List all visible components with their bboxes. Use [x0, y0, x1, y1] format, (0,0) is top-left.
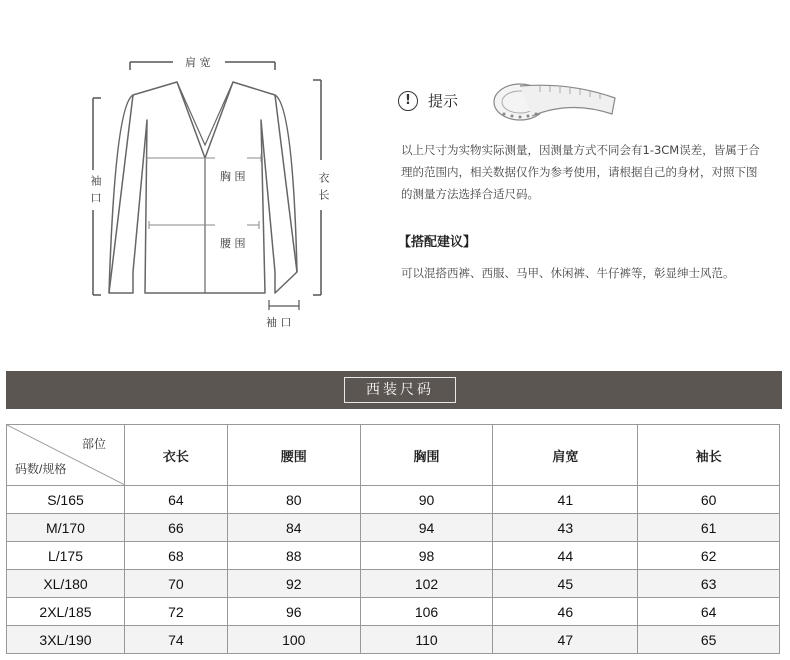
- value-cell: 96: [227, 598, 360, 626]
- value-cell: 90: [360, 486, 493, 514]
- value-cell: 45: [493, 570, 638, 598]
- value-cell: 65: [638, 626, 780, 654]
- value-cell: 46: [493, 598, 638, 626]
- banner-title: 西装尺码: [344, 377, 456, 403]
- table-row: [7, 626, 780, 654]
- value-cell: 64: [638, 598, 780, 626]
- tip-title: 提示: [428, 92, 459, 110]
- size-cell: M/170: [7, 514, 125, 542]
- suggestion-title: 【搭配建议】: [398, 235, 477, 250]
- size-cell: 2XL/185: [7, 598, 125, 626]
- table-header-row: [7, 425, 780, 486]
- value-cell: 62: [638, 542, 780, 570]
- value-cell: 64: [125, 486, 228, 514]
- table-row: [7, 542, 780, 570]
- value-cell: 100: [227, 626, 360, 654]
- value-cell: 80: [227, 486, 360, 514]
- tip-heading: [398, 90, 458, 111]
- value-cell: 70: [125, 570, 228, 598]
- length-label: 衣长: [317, 172, 330, 206]
- value-cell: 72: [125, 598, 228, 626]
- exclamation-icon: !: [398, 91, 418, 111]
- corner-top-label: 部位: [81, 437, 106, 451]
- tape-measure-icon: [490, 78, 620, 128]
- value-cell: 88: [227, 542, 360, 570]
- waist-label: 腰 围: [220, 237, 246, 250]
- value-cell: 61: [638, 514, 780, 542]
- table-row: [7, 598, 780, 626]
- suggestion-text: 可以混搭西裤、西服、马甲、休闲裤、牛仔裤等，彰显绅士风范。: [401, 266, 735, 280]
- cuff-label: 袖 口: [266, 316, 292, 329]
- value-cell: 60: [638, 486, 780, 514]
- header-cell: 腰围: [227, 425, 360, 486]
- corner-bottom-label: 码数/规格: [15, 462, 67, 476]
- corner-cell: [7, 425, 125, 486]
- value-cell: 106: [360, 598, 493, 626]
- value-cell: 66: [125, 514, 228, 542]
- sleeve-label: 袖口: [89, 175, 102, 209]
- value-cell: 41: [493, 486, 638, 514]
- value-cell: 92: [227, 570, 360, 598]
- table-row: [7, 570, 780, 598]
- value-cell: 74: [125, 626, 228, 654]
- size-cell: XL/180: [7, 570, 125, 598]
- size-cell: S/165: [7, 486, 125, 514]
- value-cell: 43: [493, 514, 638, 542]
- size-section-banner: [6, 371, 782, 409]
- chest-label: 胸 围: [220, 170, 246, 183]
- value-cell: 68: [125, 542, 228, 570]
- value-cell: 84: [227, 514, 360, 542]
- size-cell: 3XL/190: [7, 626, 125, 654]
- header-cell: 肩宽: [493, 425, 638, 486]
- value-cell: 44: [493, 542, 638, 570]
- jacket-outline-icon: [85, 50, 345, 340]
- value-cell: 94: [360, 514, 493, 542]
- shoulder-label: 肩 宽: [181, 54, 215, 70]
- header-cell: 衣长: [125, 425, 228, 486]
- table-row: [7, 514, 780, 542]
- value-cell: 102: [360, 570, 493, 598]
- value-cell: 63: [638, 570, 780, 598]
- size-cell: L/175: [7, 542, 125, 570]
- value-cell: 98: [360, 542, 493, 570]
- header-cell: 胸围: [360, 425, 493, 486]
- value-cell: 47: [493, 626, 638, 654]
- size-table: [6, 424, 780, 654]
- value-cell: 110: [360, 626, 493, 654]
- jacket-diagram: [85, 50, 345, 340]
- table-row: [7, 486, 780, 514]
- tip-text: 以上尺寸为实物实际测量，因测量方式不同会有1-3CM误差，皆属于合理的范围内，相关数据仅作为参考使用，请根据自己的身材，对照下图的测量方法选择合适尺码。: [401, 143, 760, 201]
- header-cell: 袖长: [638, 425, 780, 486]
